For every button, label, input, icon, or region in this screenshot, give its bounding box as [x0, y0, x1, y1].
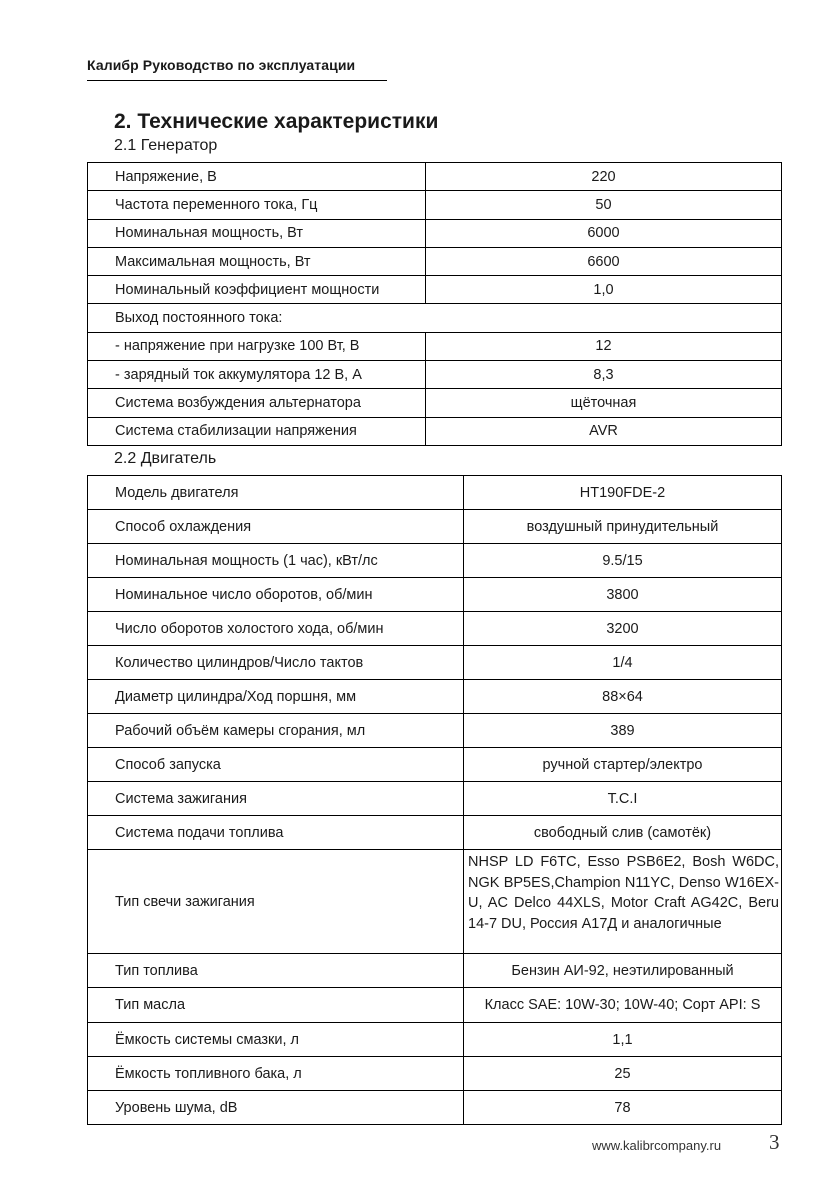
spec-label: Тип масла: [88, 988, 464, 1023]
spec-value: NHSP LD F6TC, Esso PSB6E2, Bosh W6DC, NGK BP5ES,Champion N11YC, Denso W16EX-U, AC Delco 44XLS, Motor Craft AG42C, Beru 14-7 DU, Россия А17Д и аналогичные: [464, 850, 782, 954]
footer-url: www.kalibrcompany.ru: [592, 1138, 722, 1153]
spec-value: 220: [426, 163, 782, 191]
spec-value: Бензин АИ-92, неэтилированный: [464, 954, 782, 988]
spec-value: 389: [464, 714, 782, 748]
spec-label: Модель двигателя: [88, 476, 464, 510]
table-row: [88, 163, 782, 191]
spec-value: 1,0: [426, 276, 782, 304]
spec-label: Частота переменного тока, Гц: [88, 191, 426, 219]
spec-label: Уровень шума, dB: [88, 1091, 464, 1125]
table-row: [88, 510, 782, 544]
spec-label: Номинальный коэффициент мощности: [88, 276, 426, 304]
generator-spec-table: [87, 162, 782, 446]
page-number: 3: [769, 1130, 780, 1154]
spec-value: щёточная: [426, 389, 782, 417]
table-row: [88, 417, 782, 445]
spec-value: AVR: [426, 417, 782, 445]
spec-label: Тип топлива: [88, 954, 464, 988]
engine-spec-table: [87, 475, 782, 1125]
spec-value: 50: [426, 191, 782, 219]
spec-label: - зарядный ток аккумулятора 12 В, А: [88, 361, 426, 389]
table-row: [88, 247, 782, 275]
spec-value: 25: [464, 1057, 782, 1091]
spec-label: Система подачи топлива: [88, 816, 464, 850]
table-row: [88, 954, 782, 988]
table-row: [88, 578, 782, 612]
table-row: [88, 612, 782, 646]
spec-label: - напряжение при нагрузке 100 Вт, В: [88, 332, 426, 360]
spec-value: 12: [426, 332, 782, 360]
spec-value: воздушный принудительный: [464, 510, 782, 544]
spec-label: Номинальная мощность, Вт: [88, 219, 426, 247]
spec-label: Число оборотов холостого хода, об/мин: [88, 612, 464, 646]
spec-label: Напряжение, В: [88, 163, 426, 191]
spec-label: Максимальная мощность, Вт: [88, 247, 426, 275]
spec-label: Ёмкость системы смазки, л: [88, 1023, 464, 1057]
spec-value: 6600: [426, 247, 782, 275]
header-divider: [87, 80, 387, 81]
spec-value: свободный слив (самотёк): [464, 816, 782, 850]
spec-label: Рабочий объём камеры сгорания, мл: [88, 714, 464, 748]
spec-label: Система стабилизации напряжения: [88, 417, 426, 445]
spec-label: Номинальное число оборотов, об/мин: [88, 578, 464, 612]
table-row: [88, 219, 782, 247]
table-row: [88, 850, 782, 954]
table-row: [88, 714, 782, 748]
spec-label: Система возбуждения альтернатора: [88, 389, 426, 417]
table-row: [88, 361, 782, 389]
table-row: [88, 988, 782, 1023]
table-row: [88, 680, 782, 714]
spec-label: Способ охлаждения: [88, 510, 464, 544]
table-row: [88, 544, 782, 578]
table-row: [88, 1057, 782, 1091]
spec-value: 6000: [426, 219, 782, 247]
table-row: [88, 748, 782, 782]
spec-value: HT190FDE-2: [464, 476, 782, 510]
table-row: [88, 816, 782, 850]
spec-value: 78: [464, 1091, 782, 1125]
spec-label: Диаметр цилиндра/Ход поршня, мм: [88, 680, 464, 714]
table-row: [88, 1091, 782, 1125]
spec-label: Номинальная мощность (1 час), кВт/лс: [88, 544, 464, 578]
spec-value: Класс SAE: 10W-30; 10W-40; Сорт API: S: [464, 988, 782, 1023]
spec-label: Способ запуска: [88, 748, 464, 782]
spec-label: Система зажигания: [88, 782, 464, 816]
table-row: [88, 191, 782, 219]
spec-label: Тип свечи зажигания: [88, 850, 464, 954]
spec-value: 3800: [464, 578, 782, 612]
table-row: [88, 276, 782, 304]
table-row: [88, 476, 782, 510]
table-row: [88, 646, 782, 680]
spec-value: 8,3: [426, 361, 782, 389]
engine-subtitle: 2.2 Двигатель: [114, 450, 217, 467]
page-header-title: Калибр Руководство по эксплуатации: [87, 57, 356, 73]
table-row: [88, 1023, 782, 1057]
generator-subtitle: 2.1 Генератор: [114, 137, 218, 154]
table-row: [88, 782, 782, 816]
table-row: [88, 389, 782, 417]
spec-group-label: Выход постоянного тока:: [88, 304, 782, 332]
spec-value: ручной стартер/электро: [464, 748, 782, 782]
spec-value: T.C.I: [464, 782, 782, 816]
spec-value: 1,1: [464, 1023, 782, 1057]
spec-value: 1/4: [464, 646, 782, 680]
spec-value: 3200: [464, 612, 782, 646]
table-row: [88, 304, 782, 332]
table-row: [88, 332, 782, 360]
section-title: 2. Технические характеристики: [114, 110, 439, 133]
spec-label: Количество цилиндров/Число тактов: [88, 646, 464, 680]
spec-label: Ёмкость топливного бака, л: [88, 1057, 464, 1091]
spec-value: 9.5/15: [464, 544, 782, 578]
spec-value: 88×64: [464, 680, 782, 714]
